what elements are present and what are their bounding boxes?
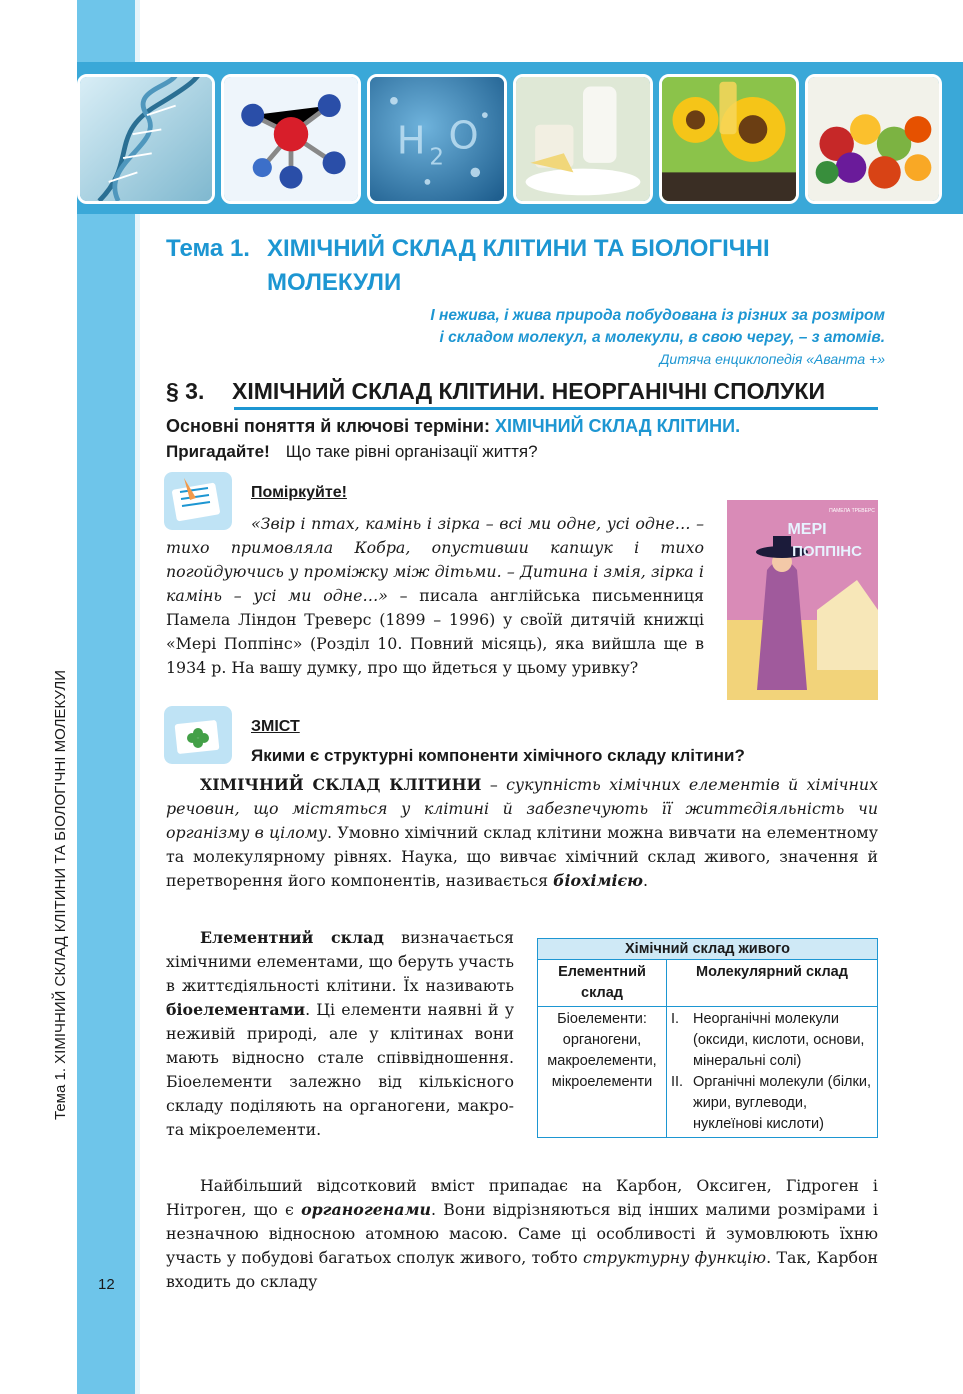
content-clover-icon xyxy=(164,706,232,764)
term-elemental-composition: Елементний склад xyxy=(200,928,384,947)
think-quote-italic: «Звір і птах, камінь і зірка – всі ми одне, усі одне… – тихо примовляла Кобра, опустивши капшук і тихо погойдуючись у проміжку між дітьми. – Дитина і змія, зірка і камінь – усі ми одне…» xyxy=(166,514,704,605)
term-structural-function: структурну функцію xyxy=(583,1248,767,1267)
paragraph-text: . Вони відрізняються від інших малими розмірами і незначною відносною атомною масою. Саме ці особливості й зумовлюють їхню участь у побудові багатьох сполук живого, тобто xyxy=(166,1200,878,1267)
key-concepts-value: ХІМІЧНИЙ СКЛАД КЛІТИНИ. xyxy=(494,416,741,436)
dna-helix-image xyxy=(77,74,215,204)
paragraph-text: . Ці елементи наявні й у неживій природі, але у клітинах вони мають відносно стале співвідношення. Біоелементи залежно від кількісного складу поділяють на органогени, макро- та мікроелементи. xyxy=(166,1000,514,1139)
epigraph-line2: і складом молекул, а молекули, в свою чергу, – з атомів. xyxy=(439,329,885,346)
table-cell-bioelements: Біоелементи: органогени, макроелементи, мікроелементи xyxy=(538,1007,667,1138)
term-chemical-composition: ХІМІЧНИЙ СКЛАД КЛІТИНИ xyxy=(200,775,482,794)
think-title: Поміркуйте! xyxy=(251,484,347,501)
think-quote-rest: – писала англійська письменниця Памела Ліндон Треверс (1899 – 1996) у своїй дитячій книжці «Мері Поппінс» (Розділ 10. Повний місяць), яка вийшла ще в 1934 р. На вашу думку, про що йдеться у цьому уривку? xyxy=(166,586,704,677)
recall-text: Що таке рівні організації життя? xyxy=(285,442,538,461)
epigraph xyxy=(430,305,885,349)
key-concepts xyxy=(166,416,740,437)
term-biochemistry: біохімією xyxy=(553,871,643,890)
dash: – xyxy=(481,775,507,794)
list-item xyxy=(671,1072,873,1135)
list-item-number: II. xyxy=(671,1074,684,1090)
table-header-molecular: Молекулярний склад xyxy=(667,960,878,1007)
paragraph-text: визначається хімічними елементами, що беруть участь в життєдіяльності клітини. Їх називають xyxy=(166,928,514,995)
table-header-elemental: Елементний склад xyxy=(538,960,667,1007)
paragraph-text: . Так, Карбон входить до складу xyxy=(166,1248,878,1291)
mary-poppins-book-cover xyxy=(727,500,878,700)
paragraph-text: . Умовно хімічний склад клітини можна вивчати на елементному та молекулярному рівнях. Наука, що вивчає хімічний склад живого, значення й перетворення його компонентів, називається xyxy=(166,823,879,890)
topic-title-line1: ХІМІЧНИЙ СКЛАД КЛІТИНИ ТА БІОЛОГІЧНІ xyxy=(267,235,770,262)
water-h2o-image xyxy=(367,74,507,204)
section-title: ХІМІЧНИЙ СКЛАД КЛІТИНИ. НЕОРГАНІЧНІ СПОЛУКИ xyxy=(232,378,826,404)
composition-table xyxy=(537,938,878,1138)
paragraph-organogens xyxy=(166,1174,878,1294)
topic-heading xyxy=(166,232,770,300)
topic-title-line2: МОЛЕКУЛИ xyxy=(267,269,402,296)
term-organogens: органогенами xyxy=(301,1200,432,1219)
topic-number: Тема 1. xyxy=(166,235,250,262)
book-title-text: МЕРІ xyxy=(787,521,827,538)
molecule-model-image xyxy=(221,74,361,204)
sidebar-vertical-title: Тема 1. ХІМІЧНИЙ СКЛАД КЛІТИНИ ТА БІОЛОГІЧНІ МОЛЕКУЛИ xyxy=(52,670,69,1120)
section-underline xyxy=(234,407,878,410)
list-item-number: I. xyxy=(671,1011,680,1027)
list-item xyxy=(671,1009,873,1072)
svg-text:O: O xyxy=(448,114,479,159)
definition-text: сукупність хімічних елементів й хімічних речовин, що містяться у клітині й забезпечують її життєдіяльність чи організму в цілому xyxy=(166,775,878,842)
paragraph-elemental xyxy=(166,926,514,1142)
fruits-vegetables-image xyxy=(805,74,942,204)
recall-line xyxy=(166,442,538,462)
paragraph-definition xyxy=(166,773,878,893)
epigraph-line1: І нежива, і жива природа побудована із різних за розміром xyxy=(430,307,885,324)
table-cell-molecules xyxy=(667,1007,878,1138)
table-caption: Хімічний склад живого xyxy=(538,939,878,960)
svg-text:2: 2 xyxy=(429,144,444,171)
page-number: 12 xyxy=(98,1276,115,1293)
book-author-text: ПАМЕЛА ТРЕВЕРС xyxy=(829,508,875,514)
epigraph-source: Дитяча енциклопедія «Аванта +» xyxy=(659,351,885,367)
list-item-text: Неорганічні молекули (оксиди, кислоти, основи, мінеральні солі) xyxy=(693,1011,865,1069)
term-bioelements: біоелементами xyxy=(166,1000,306,1019)
content-title: ЗМІСТ xyxy=(251,718,300,735)
recall-label: Пригадайте! xyxy=(166,442,270,461)
paragraph-text: Найбільший відсотковий вміст припадає на Карбон, Оксиген, Гідроген і Нітроген, що є xyxy=(166,1176,878,1219)
list-item-text: Органічні молекули (білки, жири, вуглеводи, нуклеїнові кислоти) xyxy=(693,1074,871,1132)
think-quote xyxy=(166,512,704,680)
book-title-text-2: ПОППІНС xyxy=(792,543,862,560)
dairy-products-image xyxy=(513,74,653,204)
period: . xyxy=(642,871,648,890)
content-question: Якими є структурні компоненти хімічного складу клітини? xyxy=(251,746,745,765)
section-heading xyxy=(166,378,825,405)
section-number: § 3. xyxy=(166,378,205,404)
sunflowers-image xyxy=(659,74,799,204)
key-concepts-label: Основні поняття й ключові терміни: xyxy=(166,416,490,436)
svg-text:H: H xyxy=(396,119,426,164)
